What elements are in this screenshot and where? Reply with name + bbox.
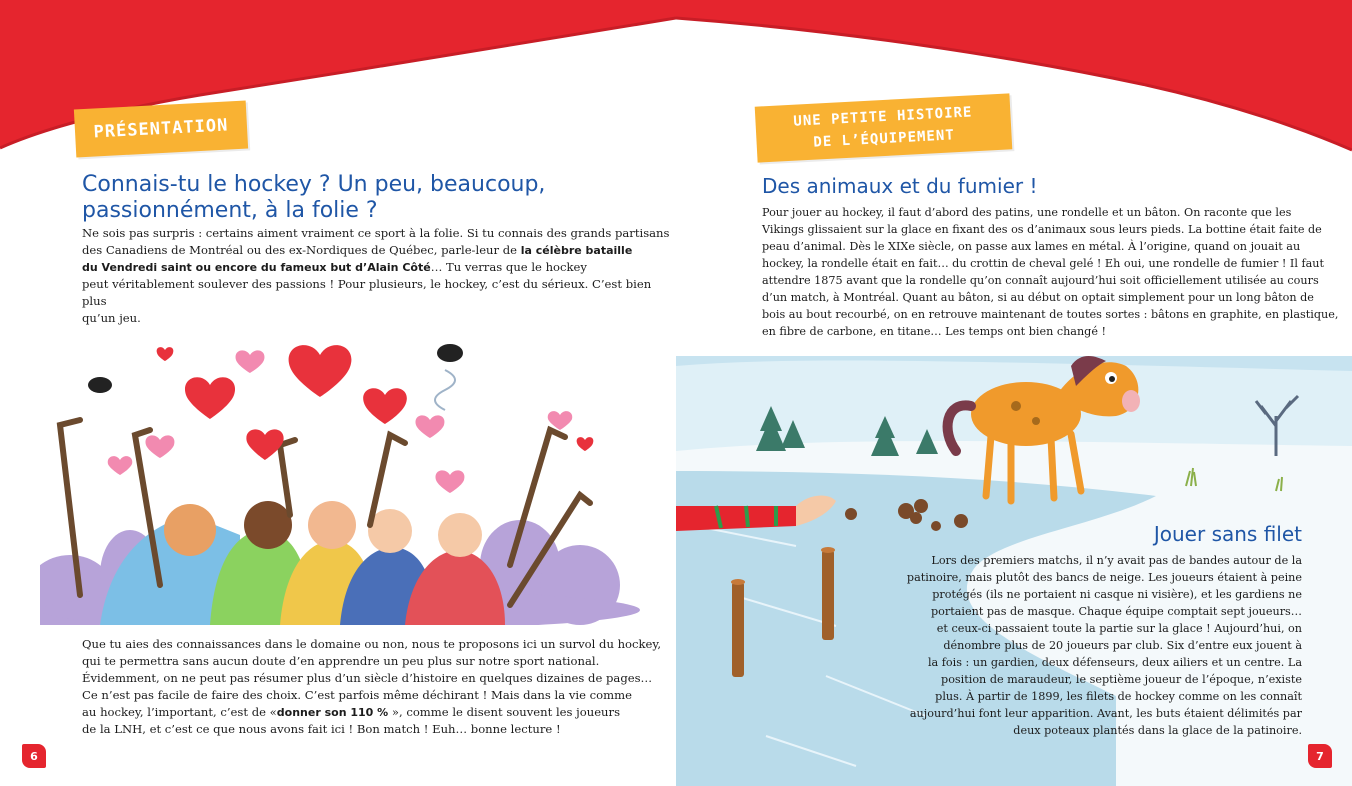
- emphasis: donner son 110 %: [276, 706, 389, 719]
- text-line: et ceux-ci passaient toute la partie sur la glace ! Aujourd’hui, on: [936, 622, 1302, 635]
- page-title: [82, 172, 545, 224]
- emphasis: la célèbre bataille: [520, 244, 633, 257]
- page-number: 6: [22, 744, 46, 768]
- text-line: qui te permettra sans aucun doute d’en apprendre un peu plus sur notre sport national.: [82, 654, 600, 668]
- emphasis: du Vendredi saint ou encore du fameux but d’Alain Côté: [82, 261, 431, 274]
- text-line: en fibre de carbone, en titane… Les temps ont bien changé !: [762, 325, 1107, 338]
- page-title: Des animaux et du fumier !: [762, 174, 1038, 198]
- text-line: peut véritablement soulever des passions ! Pour plusieurs, le hockey, c’est du sérieux. C’est bien plus: [82, 277, 652, 308]
- intro-paragraph: [82, 225, 672, 327]
- right-page: [676, 0, 1352, 786]
- text-line: patinoire, mais plutôt des bancs de neige. Les joueurs étaient à peine: [906, 571, 1302, 584]
- sub-body-paragraph: [892, 552, 1302, 739]
- page-number: 7: [1308, 744, 1332, 768]
- page-title-line: passionnément, à la folie ?: [82, 198, 378, 223]
- text-line: Vikings glissaient sur la glace en fixant des os d’animaux sous leurs pieds. La bottine était faite de: [762, 223, 1322, 236]
- fans-illustration: [40, 325, 640, 625]
- text-line: dénombre plus de 20 joueurs par club. Six d’entre eux jouent à: [943, 639, 1302, 652]
- text-line: … Tu verras que le hockey: [430, 260, 587, 274]
- text-line: Que tu aies des connaissances dans le domaine ou non, nous te proposons ici un survol du hockey,: [82, 637, 662, 651]
- body-paragraph: [762, 204, 1346, 340]
- section-tag: [74, 101, 248, 158]
- section-subtitle: Jouer sans filet: [1153, 522, 1302, 546]
- text-line: protégés (ils ne portaient ni casque ni visière), et les gardiens ne: [932, 588, 1302, 601]
- section-tag-label: DE L’ÉQUIPEMENT: [813, 127, 956, 151]
- text-line: des Canadiens de Montréal ou des ex-Nordiques de Québec, parle-leur de: [82, 243, 518, 257]
- text-line: qu’un jeu.: [82, 311, 141, 325]
- text-line: hockey, la rondelle était en fait… du crottin de cheval gelé ! Eh oui, une rondelle de fumier ! Il faut: [762, 257, 1324, 270]
- text-line: », comme le disent souvent les joueurs: [388, 705, 621, 719]
- section-tag-label: UNE PETITE HISTOIRE: [793, 104, 973, 130]
- text-line: de la LNH, et c’est ce que nous avons fait ici ! Bon match ! Euh… bonne lecture !: [82, 722, 561, 736]
- page-title-line: Connais-tu le hockey ? Un peu, beaucoup,: [82, 172, 546, 197]
- text-line: au hockey, l’important, c’est de «: [82, 705, 277, 719]
- text-line: attendre 1875 avant que la rondelle qu’on connaît aujourd’hui soit officiellement utilisée au cours: [762, 274, 1319, 287]
- text-line: Lors des premiers matchs, il n’y avait pas de bandes autour de la: [931, 554, 1302, 567]
- text-line: aujourd’hui font leur apparition. Avant, les buts étaient délimités par: [909, 707, 1302, 720]
- section-tag-label: PRÉSENTATION: [93, 115, 229, 143]
- closing-paragraph: [82, 636, 672, 738]
- text-line: d’un match, à Montréal. Quant au bâton, si au début on optait simplement pour un long bâton de: [762, 291, 1314, 304]
- text-line: portaient pas de masque. Chaque équipe comptait sept joueurs…: [931, 605, 1302, 618]
- text-line: Ce n’est pas facile de faire des choix. C’est parfois même déchirant ! Mais dans la vie comme: [82, 688, 632, 702]
- text-line: bois au bout recourbé, on en retrouve maintenant de toutes sortes : bâtons en graphite, en plastique,: [762, 308, 1339, 321]
- text-line: Ne sois pas surpris : certains aiment vraiment ce sport à la folie. Si tu connais des grands partisans: [82, 226, 670, 240]
- text-line: la fois : un gardien, deux défenseurs, deux ailiers et un centre. La: [927, 656, 1302, 669]
- text-line: plus. À partir de 1899, les filets de hockey comme on les connaît: [935, 690, 1302, 703]
- text-line: Pour jouer au hockey, il faut d’abord des patins, une rondelle et un bâton. On raconte que les: [762, 206, 1292, 219]
- text-line: peau d’animal. Dès le XIXe siècle, on passe aux lames en métal. À l’origine, quand on jouait au: [762, 240, 1301, 253]
- text-line: Évidemment, on ne peut pas résumer plus d’un siècle d’histoire en quelques dizaines de pages…: [82, 671, 653, 685]
- text-line: deux poteaux plantés dans la glace de la patinoire.: [1013, 724, 1302, 737]
- text-line: position de maraudeur, le septième joueur de l’époque, n’existe: [941, 673, 1302, 686]
